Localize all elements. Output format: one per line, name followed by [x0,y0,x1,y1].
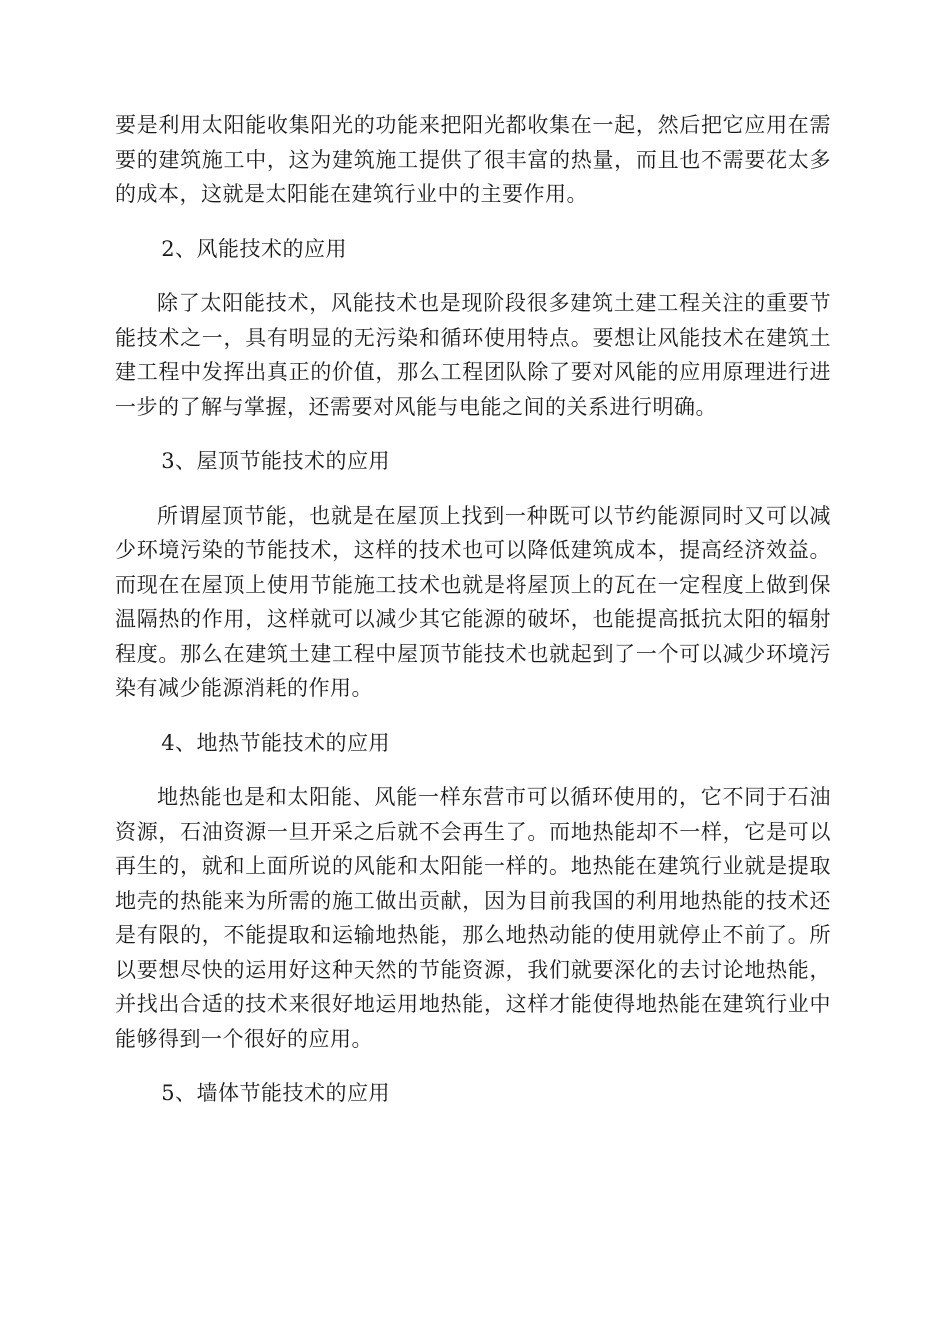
section-heading-wind: 2、风能技术的应用 [161,236,348,261]
paragraph-wind: 除了太阳能技术，风能技术也是现阶段很多建筑土建工程关注的重要节能技术之一，具有明显的无污染和循环使用特点。要想让风能技术在建筑土建工程中发挥出真正的价值，那么工程团队除了要对风能的应用原理进行进一步的了解与掌握，还需要对风能与电能之间的关系进行明确。 [115,291,831,419]
section-heading-roof: 3、屋顶节能技术的应用 [161,449,391,473]
section-heading-geothermal: 4、地热节能技术的应用 [161,730,391,755]
section-heading-wall: 5、墙体节能技术的应用 [161,1081,391,1105]
document-page [115,108,831,1131]
paragraph-roof: 所谓屋顶节能，也就是在屋顶上找到一种既可以节约能源同时又可以减少环境污染的节能技术，这样的技术也可以降低建筑成本，提高经济效益。而现在在屋顶上使用节能施工技术也就是将屋顶上的瓦在一定程度上做到保温隔热的作用，这样就可以减少其它能源的破坏，也能提高抵抗太阳的辐射程度。那么在建筑土建工程中屋顶节能技术也就起到了一个可以减少环境污染有减少能源消耗的作用。 [115,503,831,700]
paragraph-solar-continuation: 要是利用太阳能收集阳光的功能来把阳光都收集在一起，然后把它应用在需要的建筑施工中，这为建筑施工提供了很丰富的热量，而且也不需要花太多的成本，这就是太阳能在建筑行业中的主要作用。 [115,113,831,206]
paragraph-geothermal: 地热能也是和太阳能、风能一样东营市可以循环使用的，它不同于石油资源，石油资源一旦开采之后就不会再生了。而地热能却不一样，它是可以再生的，就和上面所说的风能和太阳能一样的。地热能在建筑行业就是提取地壳的热能来为所需的施工做出贡献，因为目前我国的利用地热能的技术还是有限的，不能提取和运输地热能，那么地热动能的使用就停止不前了。所以要想尽快的运用好这种天然的节能资源，我们就要深化的去讨论地热能，并找出合适的技术来很好地运用地热能，这样才能使得地热能在建筑行业中能够得到一个很好的应用。 [115,785,831,1051]
